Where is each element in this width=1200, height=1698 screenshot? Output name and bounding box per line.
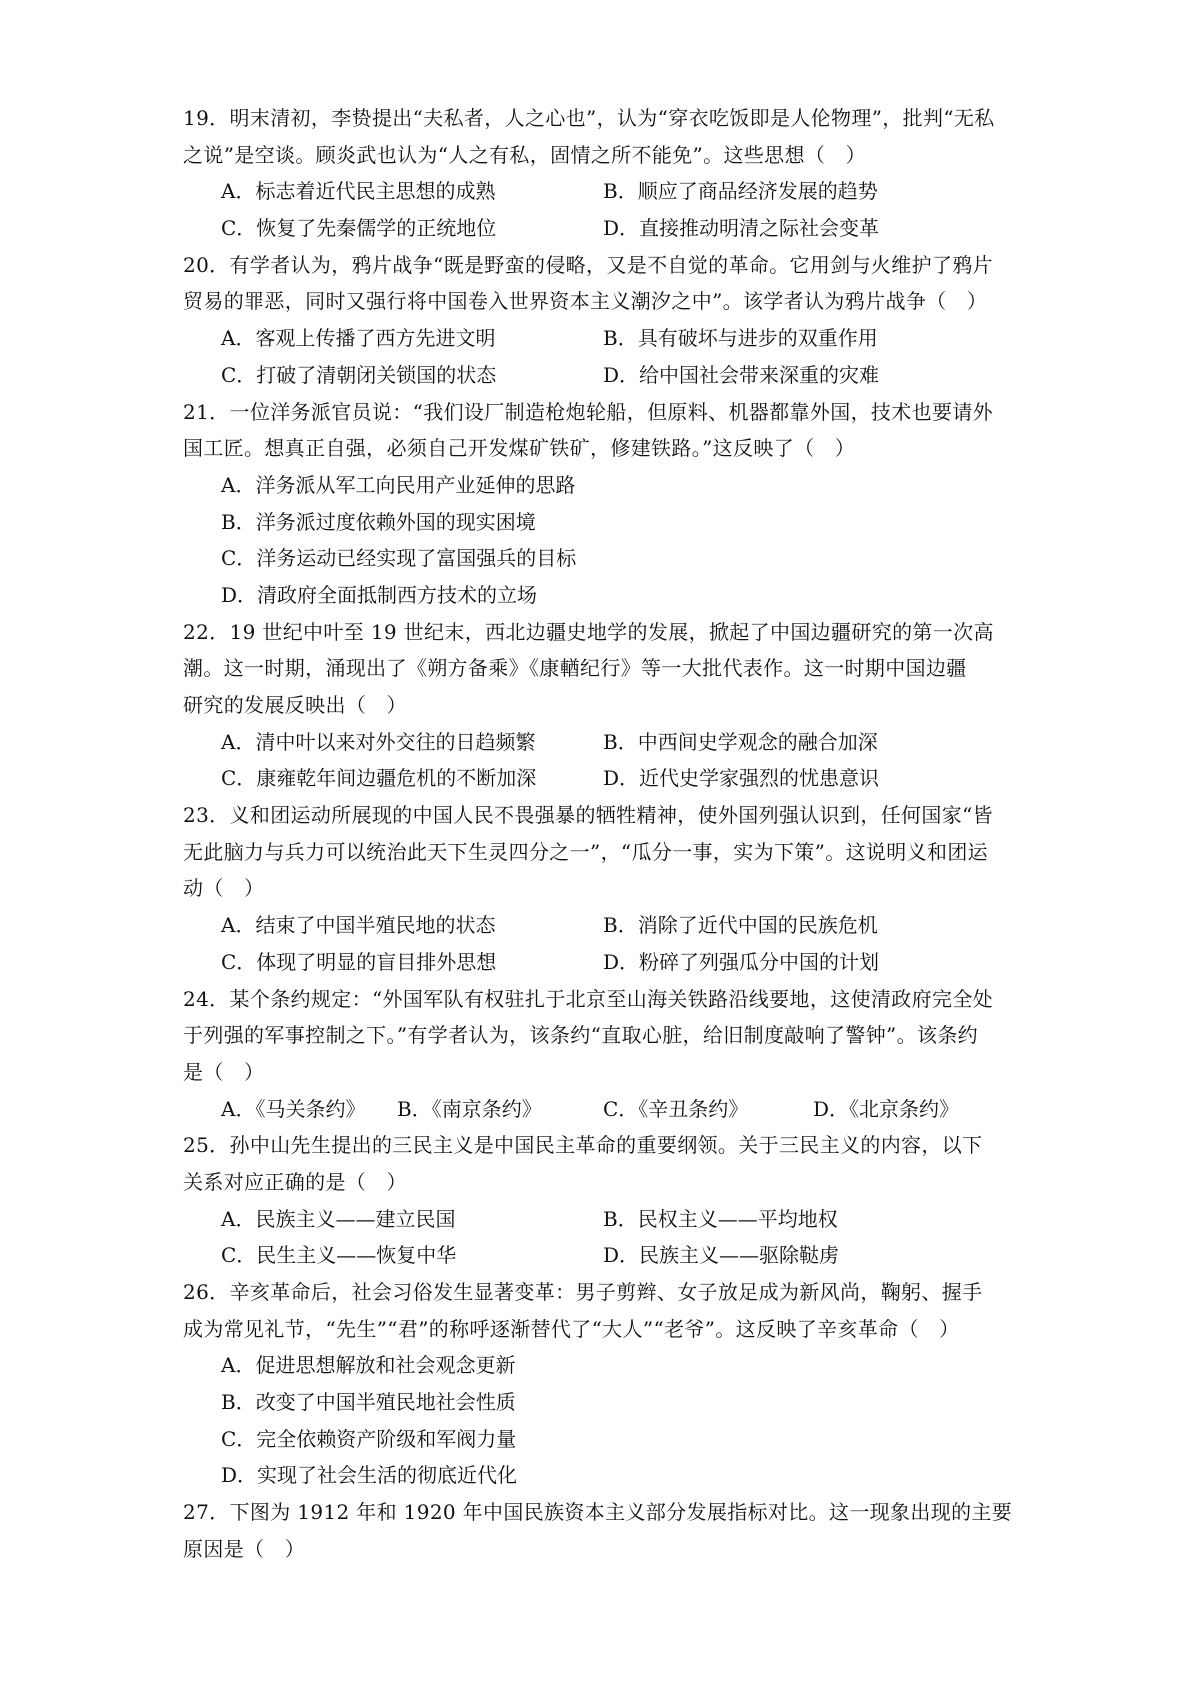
question-19 bbox=[183, 100, 1023, 247]
question-stem-line: 26．辛亥革命后，社会习俗发生显著变革：男子剪辫、女子放足成为新风尚，鞠躬、握手 bbox=[183, 1280, 983, 1304]
question-stem-line: 无此脑力与兵力可以统治此天下生灵四分之一”，“瓜分一事，实为下策”。这说明义和团运 bbox=[183, 839, 989, 864]
question-stem-line: 27．下图为 1912 年和 1920 年中国民族资本主义部分发展指标对比。这一现象出现的主要 bbox=[183, 1500, 1013, 1525]
option-c: C．恢复了先秦儒学的正统地位 bbox=[221, 216, 497, 241]
option-row bbox=[183, 907, 1023, 944]
option-row bbox=[183, 1347, 1023, 1384]
question-26 bbox=[183, 1274, 1023, 1494]
option-row bbox=[183, 540, 1023, 577]
option-row bbox=[183, 724, 1023, 761]
option-d: D．《北京条约》 bbox=[813, 1096, 960, 1121]
option-a: A．客观上传播了西方先进文明 bbox=[221, 326, 496, 351]
option-a: A．结束了中国半殖民地的状态 bbox=[221, 913, 496, 938]
question-stem-line: 原因是（ ） bbox=[183, 1536, 306, 1561]
option-b: B．洋务派过度依赖外国的现实困境 bbox=[221, 509, 536, 534]
option-c: C．体现了明显的盲目排外思想 bbox=[221, 949, 497, 974]
option-row bbox=[183, 1237, 1023, 1274]
question-stem-line: 成为常见礼节，“先生”“君”的称呼逐渐替代了“大人”“老爷”。这反映了辛亥革命（ ） bbox=[183, 1316, 960, 1341]
question-stem-line: 关系对应正确的是（ ） bbox=[183, 1169, 407, 1194]
option-b: B．《南京条约》 bbox=[397, 1096, 542, 1121]
option-c: C．康雍乾年间边疆危机的不断加深 bbox=[221, 766, 537, 791]
option-row bbox=[183, 357, 1023, 394]
option-row bbox=[183, 577, 1023, 614]
option-b: B．民权主义——平均地权 bbox=[603, 1206, 838, 1231]
question-stem-line: 19．明末清初，李贽提出“夫私者，人之心也”，认为“穿衣吃饭即是人伦物理”，批判“无私 bbox=[183, 106, 995, 130]
question-stem-line: 是（ ） bbox=[183, 1059, 265, 1084]
option-row bbox=[183, 210, 1023, 247]
question-stem-line: 贸易的罪恶，同时又强行将中国卷入世界资本主义潮汐之中”。该学者认为鸦片战争（ ） bbox=[183, 289, 988, 314]
option-a: A．洋务派从军工向民用产业延伸的思路 bbox=[221, 472, 576, 497]
option-d: D．粉碎了列强瓜分中国的计划 bbox=[603, 949, 880, 974]
option-row bbox=[183, 1091, 1023, 1128]
option-d: D．给中国社会带来深重的灾难 bbox=[603, 362, 880, 387]
exam-page bbox=[183, 100, 1023, 1568]
question-22 bbox=[183, 614, 1023, 797]
option-c: C．《辛丑条约》 bbox=[603, 1096, 749, 1121]
question-stem-line: 于列强的军事控制之下。”有学者认为，该条约“直取心脏，给旧制度敲响了警钟”。该条约 bbox=[183, 1023, 979, 1048]
question-stem-line: 动（ ） bbox=[183, 876, 265, 901]
option-b: B．中西间史学观念的融合加深 bbox=[603, 729, 878, 754]
question-stem-line: 22．19 世纪中叶至 19 世纪末，西北边疆史地学的发展，掀起了中国边疆研究的第一次高 bbox=[183, 619, 994, 644]
option-a: A．标志着近代民主思想的成熟 bbox=[221, 179, 496, 204]
option-c: C．洋务运动已经实现了富国强兵的目标 bbox=[221, 546, 577, 571]
option-c: C．完全依赖资产阶级和军阀力量 bbox=[221, 1426, 517, 1451]
question-stem-line: 24．某个条约规定：“外国军队有权驻扎于北京至山海关铁路沿线要地，这使清政府完全处 bbox=[183, 986, 994, 1011]
option-b: B．改变了中国半殖民地社会性质 bbox=[221, 1390, 516, 1415]
option-row bbox=[183, 1421, 1023, 1458]
option-d: D．近代史学家强烈的忧患意识 bbox=[603, 766, 880, 791]
option-row bbox=[183, 944, 1023, 981]
question-27 bbox=[183, 1494, 1023, 1567]
question-25 bbox=[183, 1127, 1023, 1274]
question-stem-line: 潮。这一时期，涌现出了《朔方备乘》《康輶纪行》等一大批代表作。这一时期中国边疆 bbox=[183, 656, 967, 681]
question-21 bbox=[183, 394, 1023, 614]
option-d: D．实现了社会生活的彻底近代化 bbox=[221, 1463, 518, 1488]
option-row bbox=[183, 1457, 1023, 1494]
option-b: B．顺应了商品经济发展的趋势 bbox=[603, 179, 878, 204]
option-d: D．直接推动明清之际社会变革 bbox=[603, 216, 880, 241]
question-24 bbox=[183, 981, 1023, 1128]
question-stem-line: 25．孙中山先生提出的三民主义是中国民主革命的重要纲领。关于三民主义的内容，以下 bbox=[183, 1133, 983, 1158]
option-b: B．消除了近代中国的民族危机 bbox=[603, 913, 878, 938]
question-stem-line: 之说”是空谈。顾炎武也认为“人之有私，固情之所不能免”。这些思想（ ） bbox=[183, 142, 866, 167]
option-a: A．清中叶以来对外交往的日趋频繁 bbox=[221, 729, 536, 754]
option-a: A．《马关条约》 bbox=[221, 1096, 366, 1121]
option-c: C．民生主义——恢复中华 bbox=[221, 1243, 457, 1268]
question-23 bbox=[183, 797, 1023, 980]
question-stem-line: 研究的发展反映出（ ） bbox=[183, 693, 407, 717]
option-row bbox=[183, 173, 1023, 210]
question-20 bbox=[183, 247, 1023, 394]
option-a: A．民族主义——建立民国 bbox=[221, 1206, 456, 1231]
question-stem-line: 国工匠。想真正自强，必须自己开发煤矿铁矿，修建铁路。”这反映了（ ） bbox=[183, 436, 856, 461]
option-d: D．清政府全面抵制西方技术的立场 bbox=[221, 582, 538, 607]
option-row bbox=[183, 504, 1023, 541]
question-stem-line: 20．有学者认为，鸦片战争“既是野蛮的侵略，又是不自觉的革命。它用剑与火维护了鸦片 bbox=[183, 252, 994, 277]
option-d: D．民族主义——驱除鞑虏 bbox=[603, 1243, 840, 1268]
option-row bbox=[183, 320, 1023, 357]
option-row bbox=[183, 467, 1023, 504]
option-row bbox=[183, 760, 1023, 797]
question-stem-line: 23．义和团运动所展现的中国人民不畏强暴的牺牲精神，使外国列强认识到，任何国家“皆 bbox=[183, 803, 994, 828]
option-b: B．具有破坏与进步的双重作用 bbox=[603, 326, 878, 351]
option-c: C．打破了清朝闭关锁国的状态 bbox=[221, 362, 497, 387]
option-a: A．促进思想解放和社会观念更新 bbox=[221, 1353, 516, 1378]
option-row bbox=[183, 1201, 1023, 1238]
option-row bbox=[183, 1384, 1023, 1421]
question-stem-line: 21．一位洋务派官员说：“我们设厂制造枪炮轮船，但原料、机器都靠外国，技术也要请外 bbox=[183, 399, 994, 424]
